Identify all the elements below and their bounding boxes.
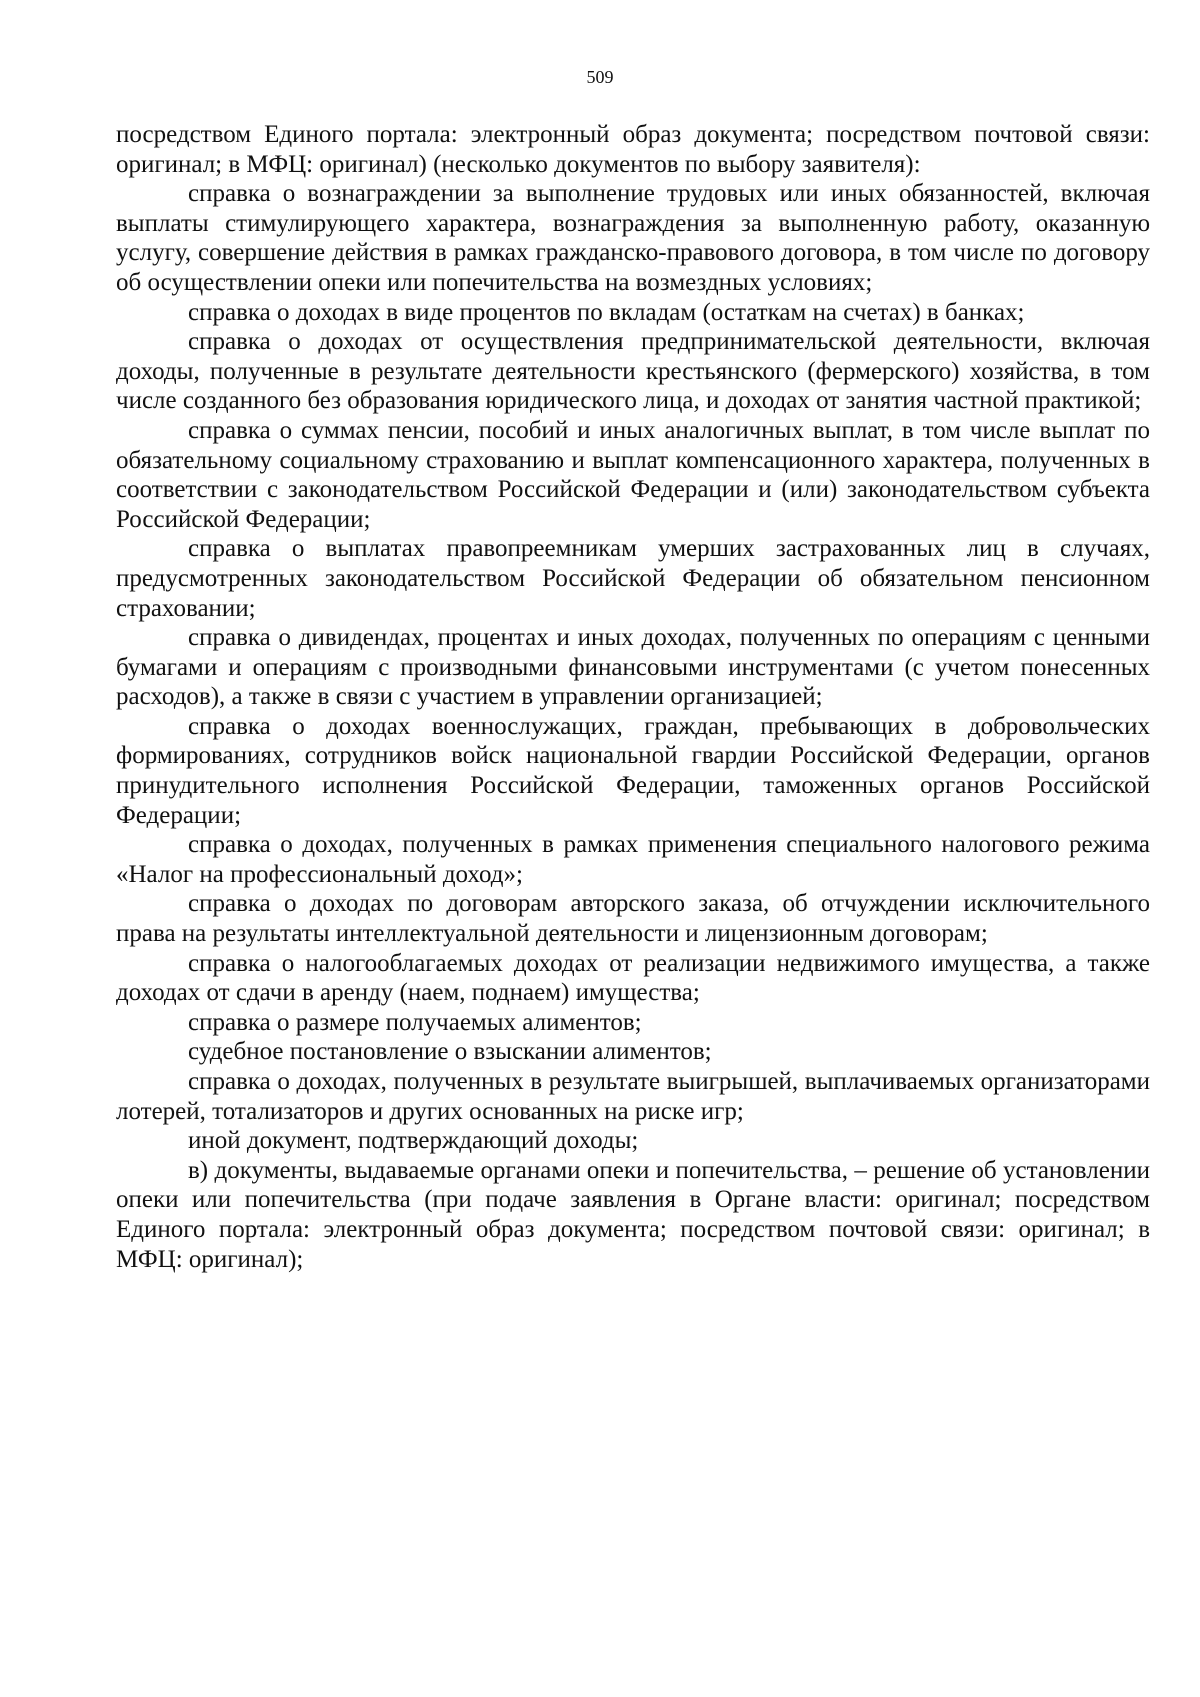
paragraph-securities-income-certificate: справка о дивидендах, процентах и иных доходах, полученных по операциям с ценными бумагами и операциям с производными финансовыми инструментами (с учетом понесенных расходов), а также в связи с участием в управлении организацией; (116, 624, 1150, 711)
paragraph-real-estate-income-certificate: справка о налогооблагаемых доходах от реализации недвижимого имущества, а также доходах от сдачи в аренду (наем, поднаем) имущества; (116, 949, 1150, 1007)
paragraph-alimony-amount-certificate: справка о размере получаемых алиментов; (188, 1008, 642, 1036)
paragraph-alimony-court-decision: судебное постановление о взыскании алиментов; (188, 1038, 712, 1066)
paragraph-remuneration-certificate: справка о вознаграждении за выполнение трудовых или иных обязанностей, включая выплаты стимулирующего характера, вознаграждения за выполненную работу, оказанную услугу, совершение действия в рамках гражданско-правового договора, в том числе по договору об осуществлении опеки или попечительства на возмездных условиях; (116, 180, 1150, 296)
paragraph-successor-payments-certificate: справка о выплатах правопреемникам умерших застрахованных лиц в случаях, предусмотренных законодательством Российской Федерации об обязательном пенсионном страховании; (116, 535, 1150, 622)
page-number: 509 (586, 67, 614, 87)
paragraph-deposit-interest-certificate: справка о доходах в виде процентов по вкладам (остаткам на счетах) в банках; (188, 298, 1025, 326)
paragraph-business-income-certificate: справка о доходах от осуществления предпринимательской деятельности, включая доходы, полученные в результате деятельности крестьянского (фермерского) хозяйства, в том числе созданного без образования юридического лица, и доходах от занятия частной практикой; (116, 328, 1150, 415)
paragraph-lottery-winnings-certificate: справка о доходах, полученных в результате выигрышей, выплачиваемых организаторами лотерей, тотализаторов и других основанных на риске игр; (116, 1068, 1150, 1125)
paragraph-professional-income-tax-certificate: справка о доходах, полученных в рамках применения специального налогового режима «Налог на профессиональный доход»; (116, 831, 1150, 888)
paragraph-guardianship-documents: в) документы, выдаваемые органами опеки и попечительства, – решение об установлении опеки или попечительства (при подаче заявления в Органе власти: оригинал; посредством Единого портала: электронный образ документа; посредством почтовой связи: оригинал; в МФЦ: оригинал); (116, 1156, 1150, 1273)
paragraph-military-income-certificate: справка о доходах военнослужащих, граждан, пребывающих в добровольческих формированиях, сотрудников войск национальной гвардии Российской Федерации, органов принудительного исполнения Российской Федерации, таможенных органов Российской Федерации; (116, 712, 1150, 829)
paragraph-copyright-income-certificate: справка о доходах по договорам авторского заказа, об отчуждении исключительного права на результаты интеллектуальной деятельности и лицензионным договорам; (116, 890, 1150, 948)
paragraph-other-income-document: иной документ, подтверждающий доходы; (188, 1127, 639, 1155)
document-body (116, 120, 1150, 1274)
paragraph-continuation: посредством Единого портала: электронный образ документа; посредством почтовой связи: оригинал; в МФЦ: оригинал) (несколько документов по выбору заявителя): (116, 121, 1150, 178)
paragraph-pension-benefits-certificate: справка о суммах пенсии, пособий и иных аналогичных выплат, в том числе выплат по обязательному социальному страхованию и выплат компенсационного характера, полученных в соответствии с законодательством Российской Федерации и (или) законодательством субъекта Российской Федерации; (116, 416, 1150, 533)
